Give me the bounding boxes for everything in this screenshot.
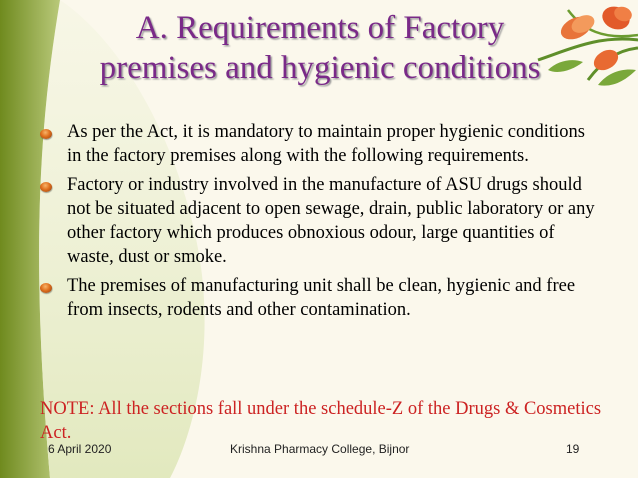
bullet-list <box>40 120 600 327</box>
footer-institution: Krishna Pharmacy College, Bijnor <box>230 442 410 456</box>
orange-bullet-icon <box>40 182 52 192</box>
bullet-item <box>40 173 600 269</box>
bullet-text: As per the Act, it is mandatory to maintain proper hygienic conditions in the factory premises along with the following requirements. <box>67 122 585 166</box>
title-line-2: premises and hygienic conditions <box>99 50 541 86</box>
orange-bullet-icon <box>40 283 52 293</box>
note-text: NOTE: All the sections fall under the schedule-Z of the Drugs & Cosmetics Act. <box>40 399 602 443</box>
bullet-item <box>40 274 600 322</box>
bullet-item <box>40 120 600 168</box>
bullet-text: The premises of manufacturing unit shall be clean, hygienic and free from insects, rodents and other contamination. <box>67 276 576 320</box>
title-line-1: A. Requirements of Factory <box>135 10 505 46</box>
footer-page-number: 19 <box>566 442 580 456</box>
slide-title <box>20 8 620 88</box>
footer-date: 6 April 2020 <box>48 442 112 456</box>
orange-bullet-icon <box>40 129 52 139</box>
bullet-text: Factory or industry involved in the manufacture of ASU drugs should not be situated adjacent to open sewage, drain, public laboratory or any other factory which produces obnoxious odour, large quantities of waste, dust or smoke. <box>67 175 595 267</box>
